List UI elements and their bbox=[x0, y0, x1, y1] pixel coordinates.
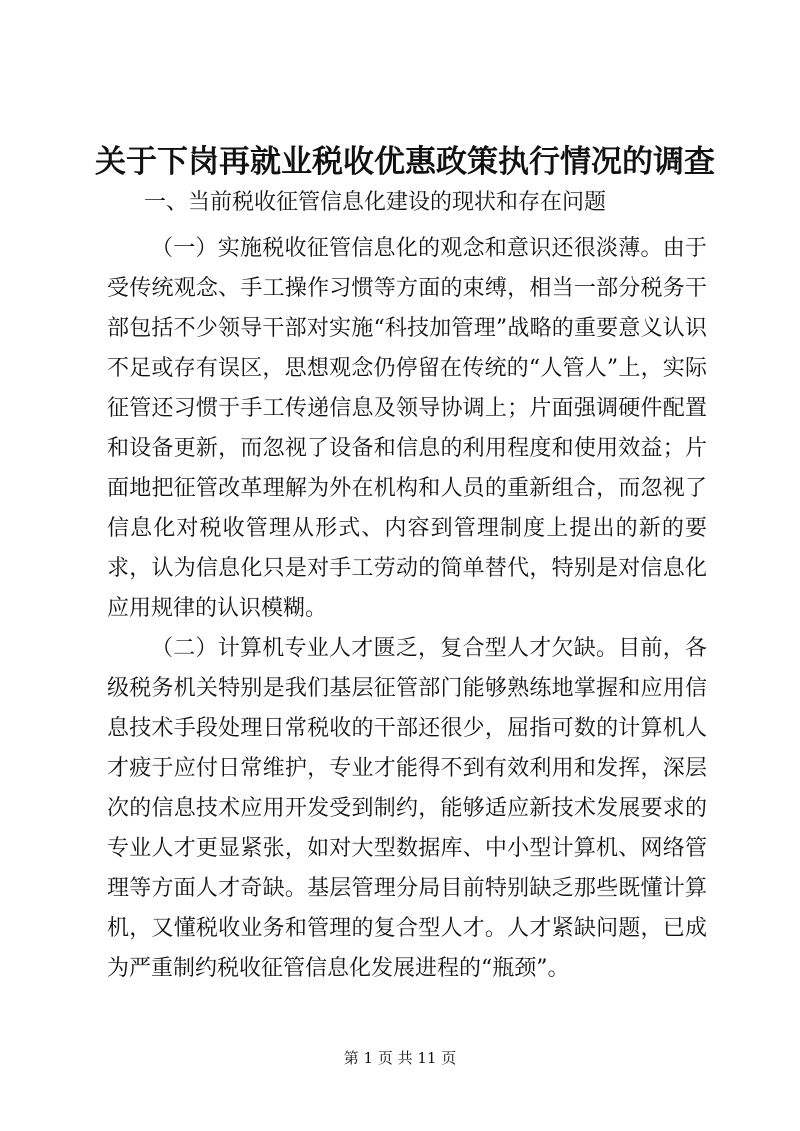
paragraph-1: （一）实施税收征管信息化的观念和意识还很淡薄。由于受传统观念、手工操作习惯等方面的束缚，相当一部分税务干部包括不少领导干部对实施“科技加管理”战略的重要意义认识不足或存有误区，思想观念仍停留在传统的“人管人”上，实际征管还习惯于手工传递信息及领导协调上；片面强调硬件配置和设备更新，而忽视了设备和信息的利用程度和使用效益；片面地把征管改革理解为外在机构和人员的重新组合，而忽视了信息化对税收管理从形式、内容到管理制度上提出的新的要求，认为信息化只是对手工劳动的简单替代，特别是对信息化应用规律的认识模糊。 bbox=[107, 236, 707, 621]
document-title: 关于下岗再就业税收优惠政策执行情况的调查 bbox=[95, 144, 715, 180]
paragraph-2: （二）计算机专业人才匮乏，复合型人才欠缺。目前，各级税务机关特别是我们基层征管部门能够熟练地掌握和应用信息技术手段处理日常税收的干部还很少，屈指可数的计算机人才疲于应付日常维护，专业才能得不到有效利用和发挥，深层次的信息技术应用开发受到制约，能够适应新技术发展要求的专业人才更显紧张，如对大型数据库、中小型计算机、网络管理等方面人才奇缺。基层管理分局目前特别缺乏那些既懂计算机，又懂税收业务和管理的复合型人才。人才紧缺问题，已成为严重制约税收征管信息化发展进程的“瓶颈”。 bbox=[107, 636, 707, 981]
page-number-footer: 第 1 页 共 11 页 bbox=[343, 1049, 457, 1067]
section-heading: 一、当前税收征管信息化建设的现状和存在问题 bbox=[144, 190, 607, 215]
